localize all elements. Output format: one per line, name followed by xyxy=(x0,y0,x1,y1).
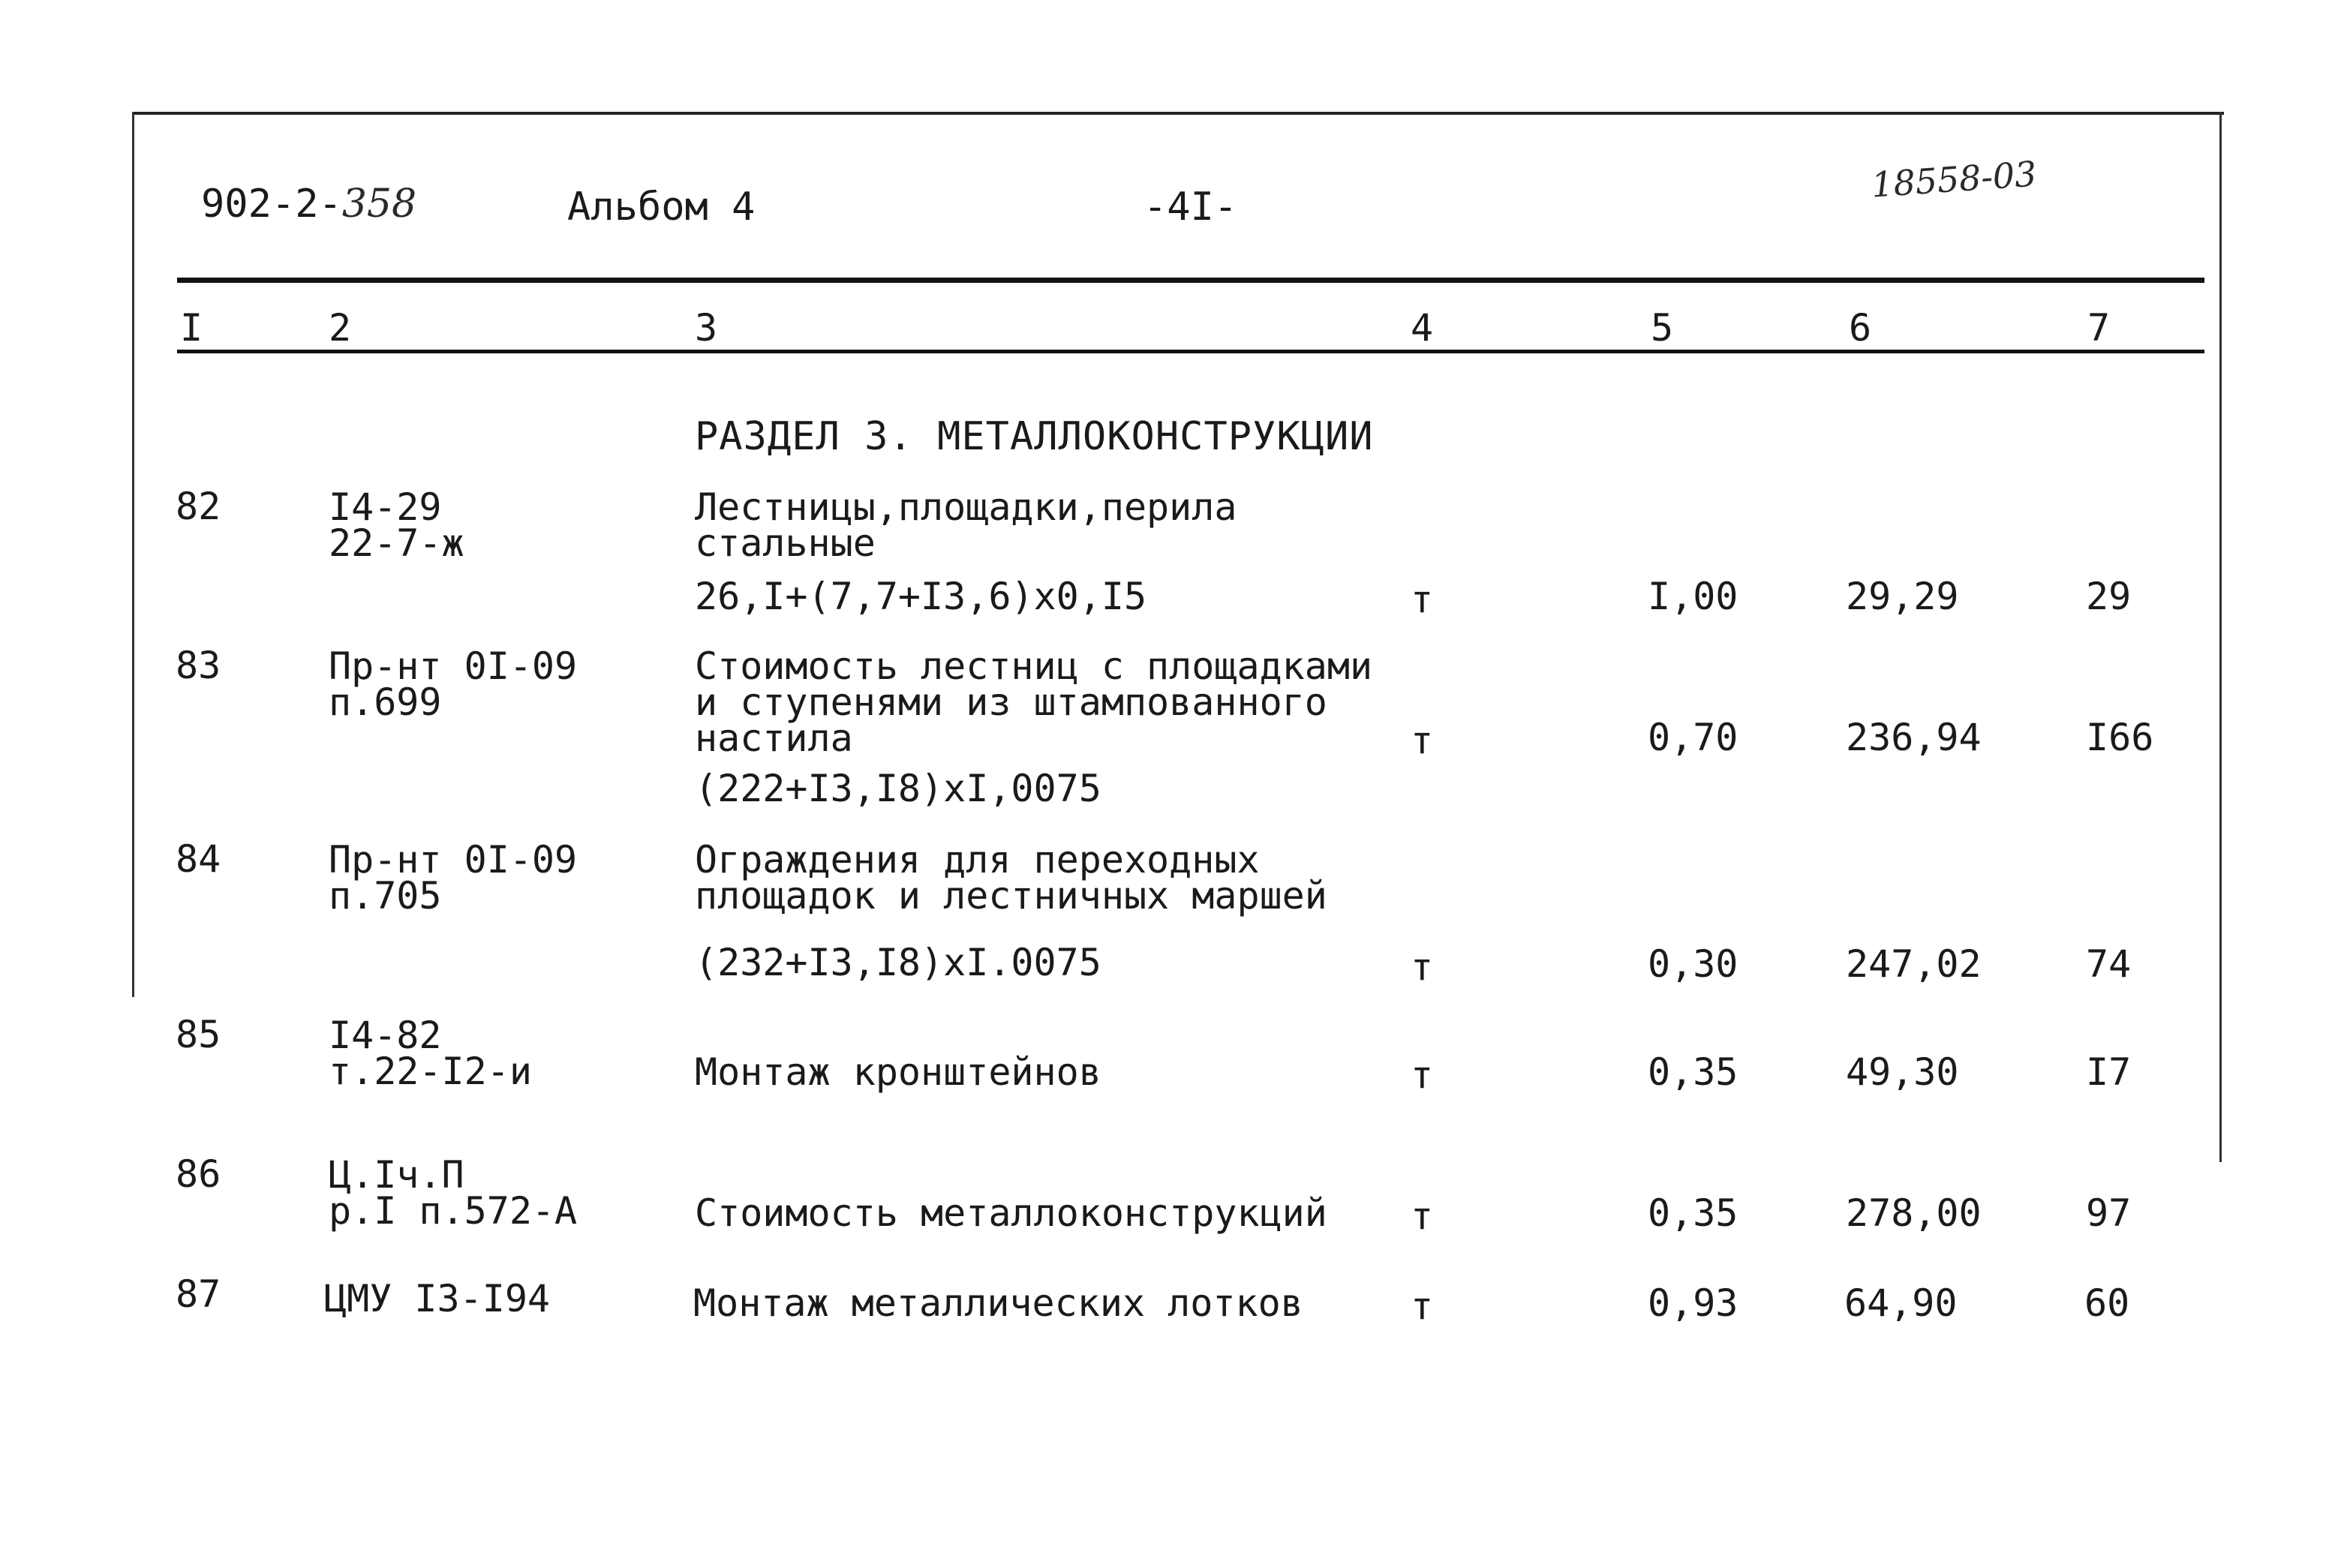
document-code-prefix: 902-2- xyxy=(201,182,342,227)
row-formula: (222+I3,I8)xI,0075 xyxy=(695,767,1101,810)
frame-right-border xyxy=(2219,112,2222,1162)
album-label: Альбом 4 xyxy=(567,185,756,230)
row-unit: т xyxy=(1411,719,1434,762)
row-number: 87 xyxy=(176,1272,221,1316)
row-reference: Ц.Iч.П р.I п.572-А xyxy=(329,1153,578,1233)
row-quantity: 0,35 xyxy=(1648,1050,1738,1094)
row-formula: 26,I+(7,7+I3,6)x0,I5 xyxy=(695,575,1147,618)
section-title: РАЗДЕЛ 3. МЕТАЛЛОКОНСТРУКЦИИ xyxy=(695,414,1374,459)
column-number-6: 6 xyxy=(1849,306,1872,350)
row-price: 247,02 xyxy=(1846,942,1982,986)
column-number-7: 7 xyxy=(2087,306,2111,350)
column-number-2: 2 xyxy=(329,306,352,350)
row-total: I66 xyxy=(2086,716,2154,759)
row-number: 86 xyxy=(176,1152,221,1196)
row-unit: т xyxy=(1411,1053,1434,1097)
row-price: 49,30 xyxy=(1846,1050,1959,1094)
row-description: Монтаж металлических лотков xyxy=(693,1281,1303,1325)
column-number-5: 5 xyxy=(1651,306,1674,350)
row-reference: Пр-нт 0I-09 п.699 xyxy=(329,644,578,724)
row-unit: т xyxy=(1411,578,1434,621)
row-quantity: I,00 xyxy=(1648,575,1738,618)
row-unit: т xyxy=(1411,1284,1434,1328)
row-reference: I4-29 22-7-ж xyxy=(329,485,464,565)
row-description: Стоимость металлоконструкций xyxy=(695,1191,1327,1235)
row-price: 236,94 xyxy=(1846,716,1982,759)
header-rule xyxy=(177,278,2204,283)
document-code xyxy=(201,182,417,227)
column-number-1: I xyxy=(180,306,203,350)
handwritten-stamp: 18558-03 xyxy=(1870,153,2039,206)
row-quantity: 0,30 xyxy=(1648,942,1738,986)
row-quantity: 0,35 xyxy=(1648,1191,1738,1235)
row-reference: ЦМУ I3-I94 xyxy=(324,1277,551,1320)
row-description: Ограждения для переходных площадок и лестничных маршей xyxy=(695,838,1327,918)
page-number: -4I- xyxy=(1143,185,1238,230)
row-total: 74 xyxy=(2086,942,2132,986)
row-reference: Пр-нт 0I-09 п.705 xyxy=(329,838,578,918)
frame-top-border xyxy=(132,112,2224,115)
row-reference: I4-82 т.22-I2-и xyxy=(329,1014,532,1093)
row-number: 84 xyxy=(176,837,221,881)
column-number-4: 4 xyxy=(1411,306,1434,350)
row-description: Монтаж кронштейнов xyxy=(695,1050,1101,1094)
row-number: 83 xyxy=(176,644,221,687)
row-number: 85 xyxy=(176,1013,221,1056)
frame-left-border xyxy=(132,112,134,997)
row-total: 60 xyxy=(2084,1281,2130,1325)
row-formula: (232+I3,I8)xI.0075 xyxy=(695,941,1101,984)
row-price: 64,90 xyxy=(1844,1281,1958,1325)
row-price: 278,00 xyxy=(1846,1191,1982,1235)
column-number-3: 3 xyxy=(695,306,718,350)
row-unit: т xyxy=(1411,1194,1434,1238)
row-description: Стоимость лестниц с площадками и ступенями из штампованного настила xyxy=(695,644,1373,760)
row-total: 97 xyxy=(2086,1191,2132,1235)
row-price: 29,29 xyxy=(1846,575,1959,618)
row-quantity: 0,93 xyxy=(1648,1281,1738,1325)
row-unit: т xyxy=(1411,945,1434,989)
row-total: I7 xyxy=(2086,1050,2132,1094)
row-quantity: 0,70 xyxy=(1648,716,1738,759)
row-description: Лестницы,площадки,перила стальные xyxy=(695,485,1237,565)
column-header-rule xyxy=(177,350,2204,353)
row-total: 29 xyxy=(2086,575,2132,618)
row-number: 82 xyxy=(176,485,221,528)
document-code-handwritten: 358 xyxy=(341,182,417,227)
